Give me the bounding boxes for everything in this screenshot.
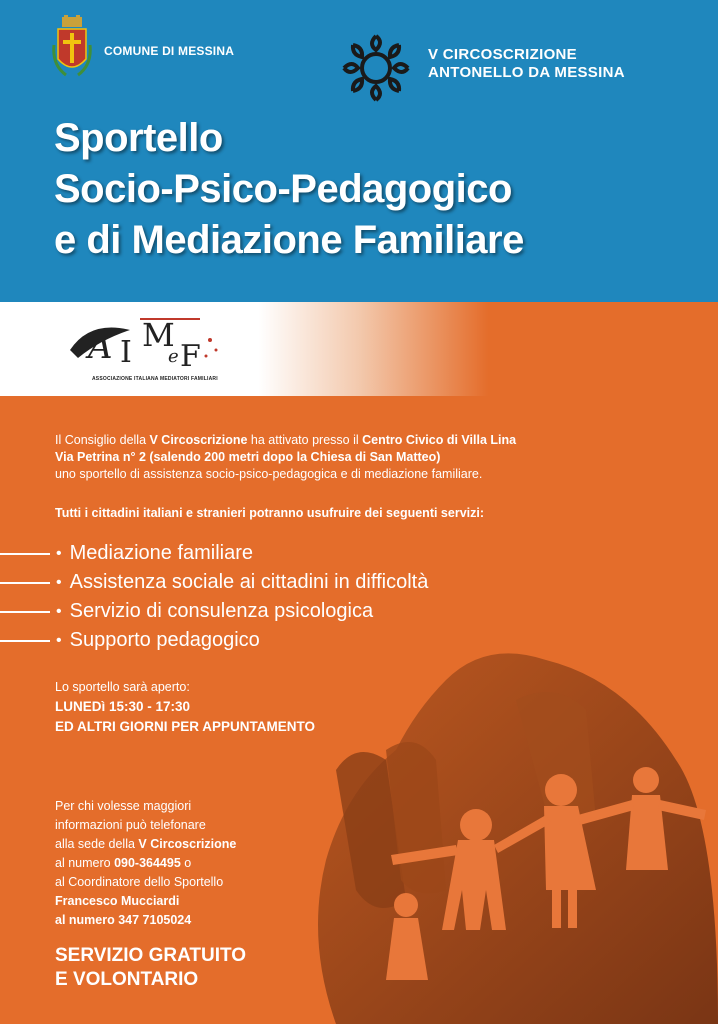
- intro-line3: uno sportello di assistenza socio-psico-pedagogica e di mediazione familiare.: [55, 467, 483, 481]
- info-l3b: V Circoscrizione: [138, 837, 237, 851]
- info-l4c: o: [180, 856, 192, 870]
- info-line1: Per chi volesse maggiori: [55, 799, 192, 813]
- info-l3a: alla sede della: [55, 837, 139, 851]
- svg-text:I: I: [120, 335, 132, 370]
- intro-location: Centro Civico di Villa Lina: [362, 433, 517, 447]
- intro-line1: [55, 432, 516, 449]
- free-service-note: [55, 944, 246, 992]
- intro-address: Via Petrina n° 2 (salendo 200 metri dopo la Chiesa di San Matteo): [55, 450, 441, 464]
- hands-family-illustration: [296, 640, 718, 1024]
- intro-p1-bold: V Circoscrizione: [149, 433, 248, 447]
- hours-other: ED ALTRI GIORNI PER APPUNTAMENTO: [55, 719, 316, 734]
- intro-text: [55, 432, 516, 483]
- bullet-icon: •: [56, 631, 62, 649]
- hours-days: LUNEDì 15:30 - 17:30: [55, 699, 191, 714]
- list-item: [0, 539, 560, 568]
- divider: [0, 553, 50, 555]
- comune-name: COMUNE DI MESSINA: [104, 44, 235, 58]
- divider: [0, 640, 50, 642]
- info-line4: [55, 854, 236, 873]
- circoscrizione-name: [428, 46, 625, 82]
- coordinator-name-text: Francesco Mucciardi: [55, 894, 180, 908]
- info-line3: [55, 835, 236, 854]
- phone-number: 090-364495: [114, 856, 181, 870]
- bullet-icon: •: [56, 573, 62, 591]
- service-label: Assistenza sociale ai cittadini in difficoltà: [69, 571, 429, 593]
- circoscrizione-line2: ANTONELLO DA MESSINA: [428, 64, 625, 81]
- coat-of-arms-icon: [52, 15, 92, 87]
- aimef-logo: [60, 310, 230, 372]
- bullet-icon: •: [56, 544, 62, 562]
- service-label: Servizio di consulenza psicologica: [69, 600, 374, 622]
- sun-logo-icon: [330, 22, 422, 114]
- circoscrizione-line1: V CIRCOSCRIZIONE: [428, 46, 577, 63]
- page-title: [54, 113, 524, 266]
- svg-text:A: A: [88, 327, 113, 367]
- coordinator-phone: [55, 911, 236, 930]
- contact-info: [55, 797, 236, 930]
- coordinator-phone-text: al numero 347 7105024: [55, 913, 192, 927]
- title-line2: Socio-Psico-Pedagogico: [54, 167, 512, 211]
- intro-p1b: ha attivato presso il: [247, 433, 363, 447]
- info-line5: al Coordinatore dello Sportello: [55, 875, 224, 889]
- service-label: Mediazione familiare: [69, 542, 254, 564]
- hours-lead: Lo sportello sarà aperto:: [55, 680, 190, 694]
- intro-p1: Il Consiglio della: [55, 433, 150, 447]
- bullet-icon: •: [56, 602, 62, 620]
- free-line1: SERVIZIO GRATUITO: [55, 945, 247, 966]
- info-line2: informazioni può telefonare: [55, 818, 206, 832]
- svg-text:F: F: [180, 339, 201, 372]
- divider: [0, 582, 50, 584]
- info-l4a: al numero: [55, 856, 115, 870]
- divider: [0, 611, 50, 613]
- services-lead: Tutti i cittadini italiani e stranieri potranno usufruire dei seguenti servizi:: [55, 506, 485, 520]
- list-item: [0, 597, 560, 626]
- list-item: [0, 568, 560, 597]
- service-label: Supporto pedagogico: [69, 629, 260, 651]
- title-line1: Sportello: [54, 116, 223, 160]
- opening-hours: [55, 677, 315, 737]
- coordinator-name: [55, 892, 236, 911]
- aimef-caption: ASSOCIAZIONE ITALIANA MEDIATORI FAMILIARI: [92, 376, 218, 382]
- free-line2: E VOLONTARIO: [55, 969, 199, 990]
- title-line3: e di Mediazione Familiare: [54, 218, 524, 262]
- svg-text:e: e: [168, 346, 179, 367]
- intro-line2: [55, 449, 516, 466]
- svg-text:M: M: [142, 316, 175, 354]
- services-list: [0, 539, 560, 655]
